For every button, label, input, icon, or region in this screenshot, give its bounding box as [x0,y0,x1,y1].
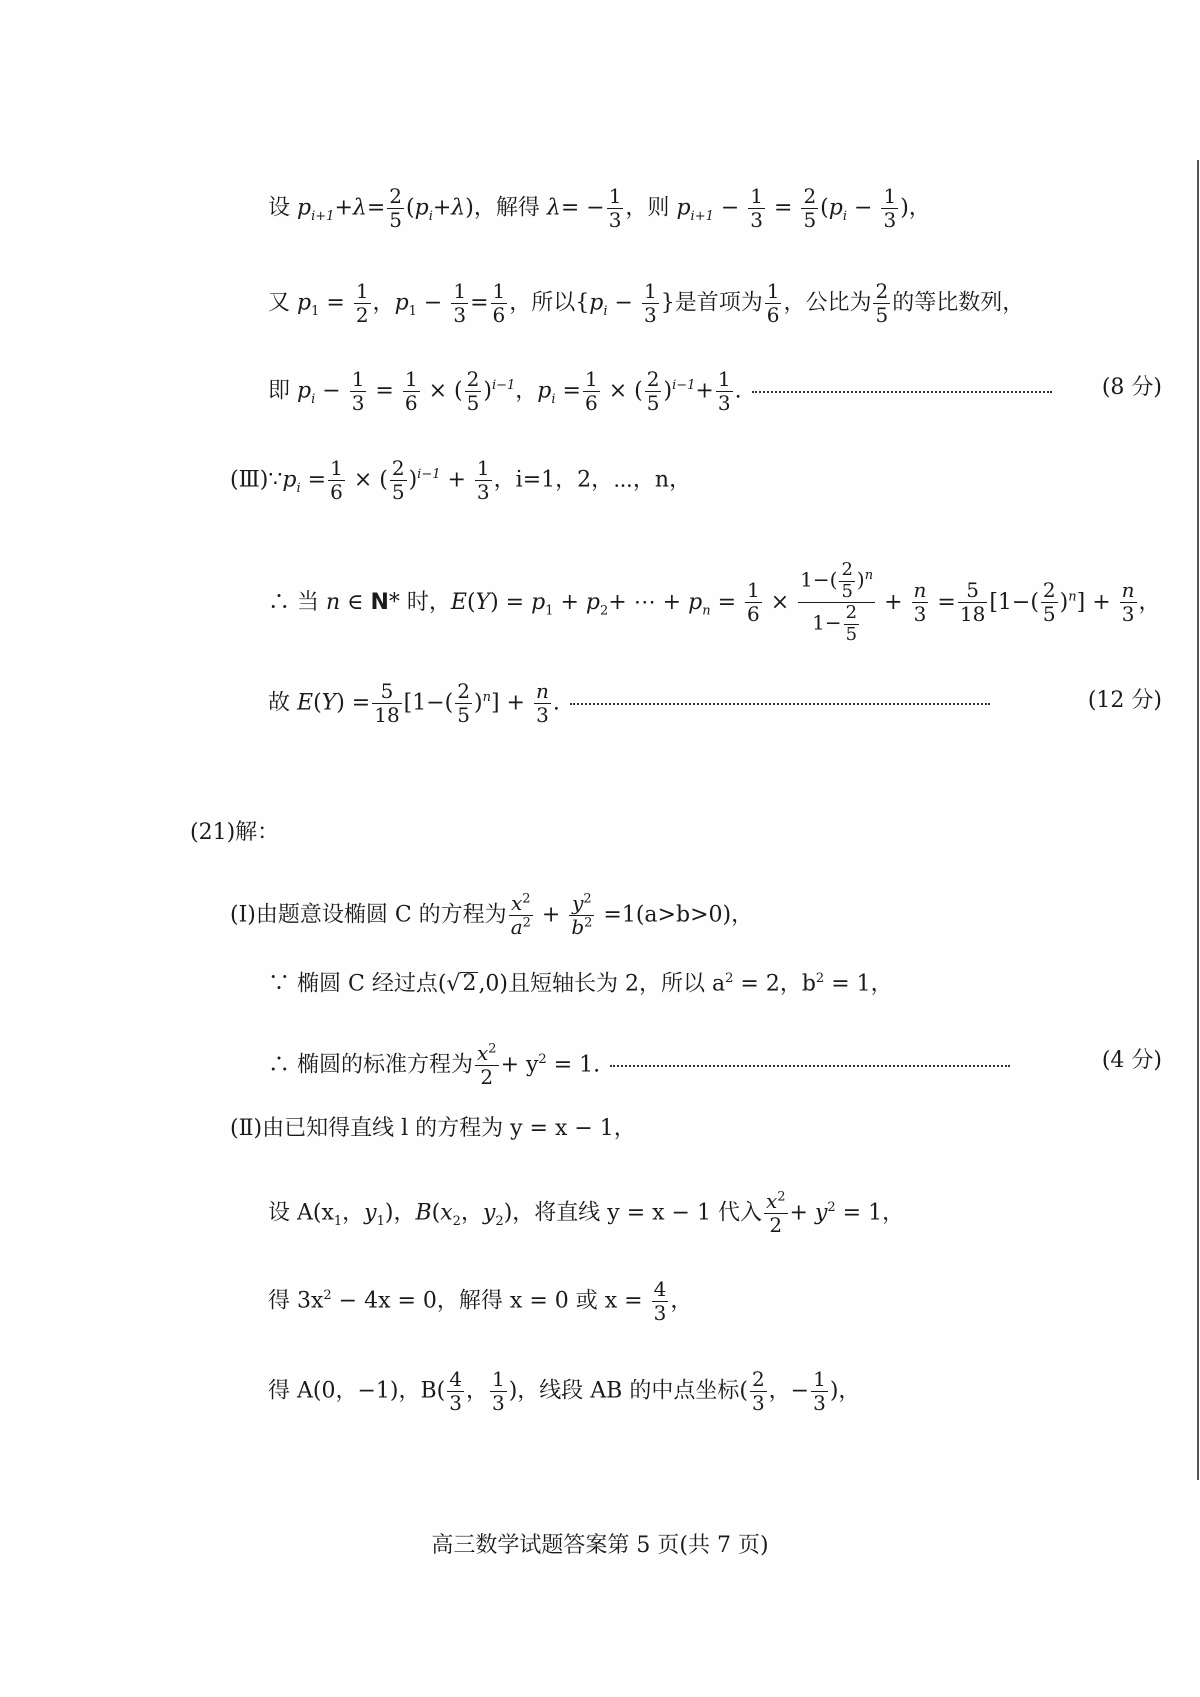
line-midpoint: 得 A(0，−1)，B( $\frac{4}{3}$ ， $\frac{1}{3}$ )，线段 AB 的中点坐标( $\frac{2}{3}$ ，− $\frac{1}{3}$ )， [268,1367,861,1415]
score-4: (4 分) [1101,1048,1162,1073]
line-recurrence: 设 $p_{i+1}+\lambda=$ $\frac{2}{5}$ $(p_i+\lambda)$，解得 λ= − $\frac{1}{3}$ ，则 $p_{i+1}$ − $\frac{1}{3}$ = $\frac{2}{5}$ ($p_i$ − $\frac{1}{3}$ )， [268,184,931,232]
line-ellipse-point: ∵ 椭圆 C 经过点(√2,0)且短轴长为 2，所以 $a^2 = 2$，$b^2 = 1$， [268,971,893,997]
line-general-term: 即 $p_i$ − $\frac{1}{3}$ = $\frac{1}{6}$ × ( $\frac{2}{5}$ )$^{i-1}$，$p_i$ = $\frac{1}{6}$ × ( $\frac{2}{5}$ )$^{i-1}$+ $\frac{1}{3}$ . [268,368,1066,415]
line-part2: (Ⅱ)由已知得直线 l 的方程为 y = x − 1， [230,1116,636,1141]
line-expectation-sum: ∴ 当 n ∈ N* 时，$E(Y) = p_1 + p_2+$ ⋯ + $p_n$ = $\frac{1}{6}$ × 1−( $\frac{2}{5}$ )$^n$ 1− $\frac{2}{5}$ + $\frac{n}{3}$ = $\frac{5}{18}$ [1−( $\frac{2}{5}$ )$^n$] + $\frac{n}{3}$ ， [268,559,1161,646]
question-21-header: (21)解： [190,820,280,845]
line-part1: (Ⅰ)由题意设椭圆 C 的方程为 $\frac{x^2}{a^2}$ + $\frac{y^2}{b^2}$ =1(a>b>0)， [230,891,754,939]
line-part3: $(Ⅲ)\because p_i$ = $\frac{1}{6}$ × ( $\frac{2}{5}$ )$^{i-1}$ + $\frac{1}{3}$ ，i=1，2，⋯，n， [230,456,692,504]
page-footer: 高三数学试题答案第 5 页(共 7 页) [431,1533,769,1558]
line-conclusion: 故 E(Y) = $\frac{5}{18}$ [1−( $\frac{2}{5}$ )$^n$] + $\frac{n}{3}$ . [268,680,1004,727]
page-edge-line [1197,160,1199,1480]
line-substitute: 设 $A(x_1$，$y_1$)，$B(x_2$，$y_2$)，将直线 y = x − 1 代入 $\frac{x^2}{2}$ + $y^2 = 1$， [268,1189,905,1237]
line-standard-eq: ∴ 椭圆的标准方程为 $\frac{x^2}{2}$ + $y^2 = 1$. [268,1042,1024,1089]
score-8: (8 分) [1101,375,1162,400]
line-first-term: 又 $p_1$ = $\frac{1}{2}$ ，$p_1$ − $\frac{1}{3}$ = $\frac{1}{6}$ ，所以{$p_i$ − $\frac{1}{3}$ }是首项为 $\frac{1}{6}$ ，公比为 $\frac{2}{5}$ 的等比数列， [268,279,1025,327]
score-12: (12 分) [1087,688,1162,713]
line-quadratic: 得 $3x^2 - 4x = 0$，解得 x = 0 或 x = $\frac{4}{3}$ ， [268,1277,693,1325]
